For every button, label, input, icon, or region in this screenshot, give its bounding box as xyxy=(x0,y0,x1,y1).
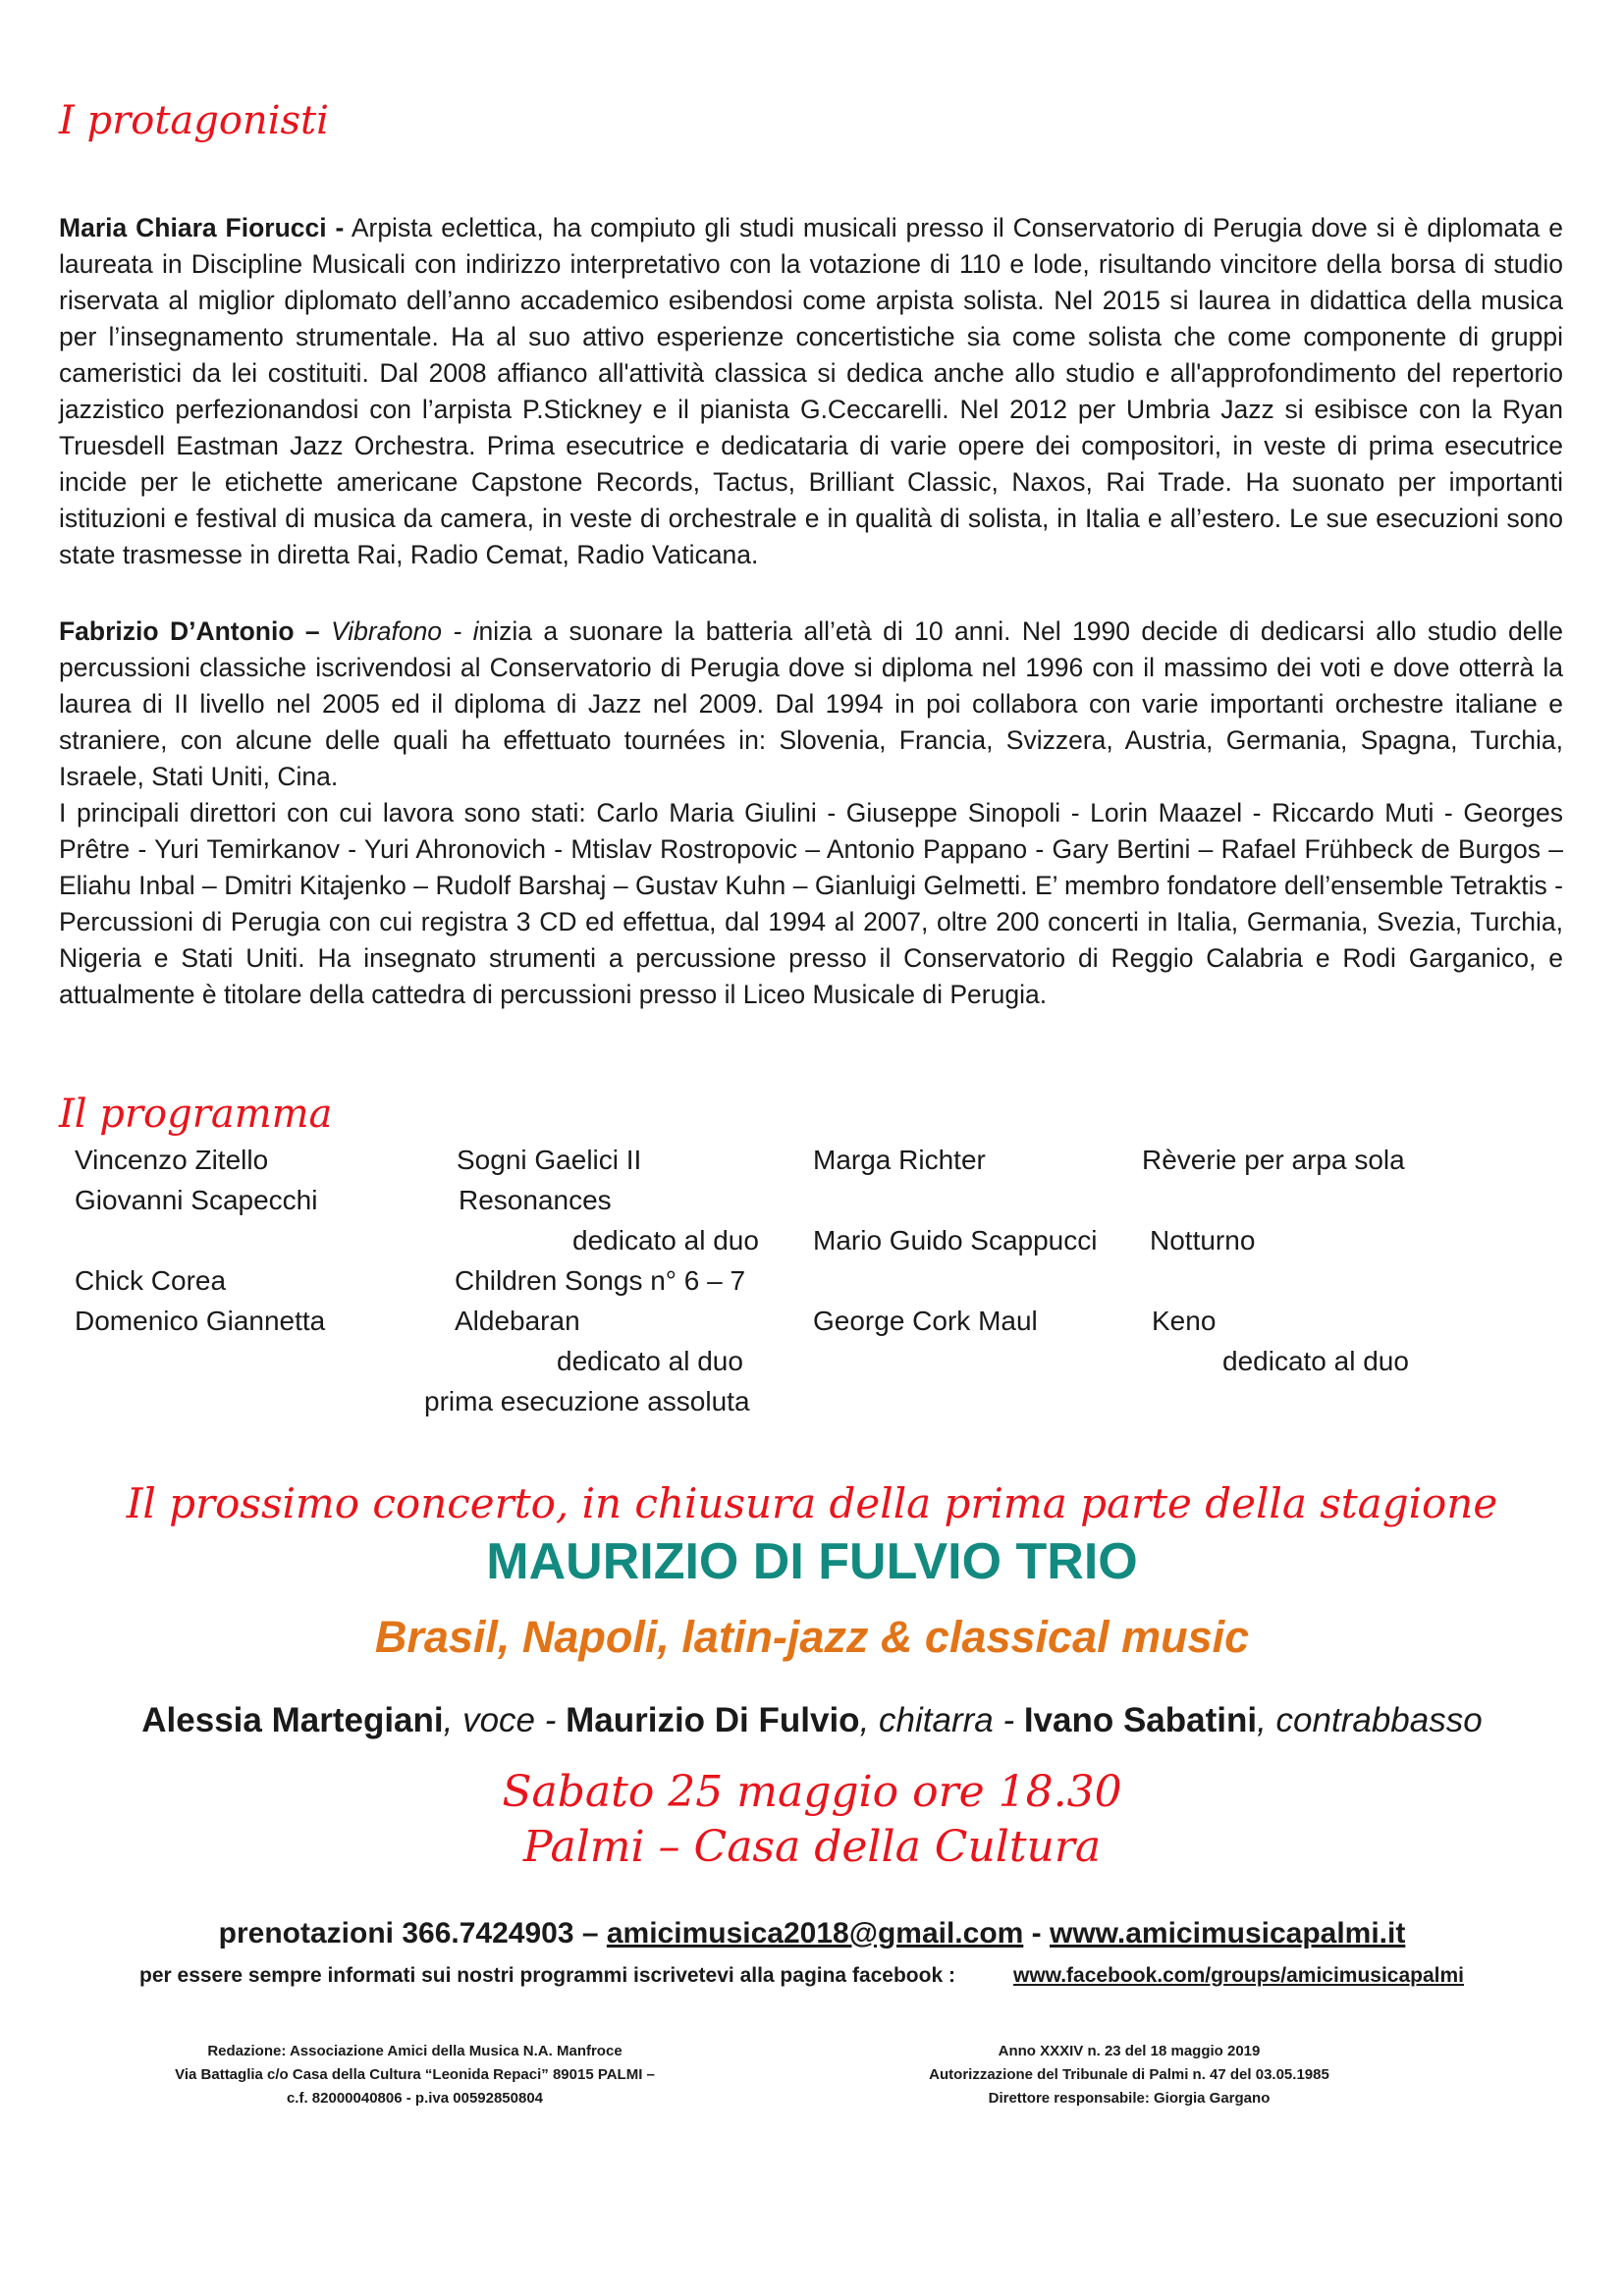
facebook-text: per essere sempre informati sui nostri programmi iscrivetevi alla pagina facebook : xyxy=(139,1964,955,1987)
performer-instrument: , contrabbasso xyxy=(1257,1701,1483,1739)
footer-right xyxy=(844,2040,1414,2110)
next-concert-intro: Il prossimo concerto, in chiusura della prima parte della stagione xyxy=(126,1479,1498,1527)
program-left-note-4b: prima esecuzione assoluta xyxy=(424,1386,750,1416)
bio-name: Fabrizio D’Antonio – xyxy=(59,616,320,646)
footer-left-line-2: Via Battaglia c/o Casa della Cultura “Leonida Repaci” 89015 PALMI – xyxy=(175,2066,655,2083)
footer-right-line-1: Anno XXXIV n. 23 del 18 maggio 2019 xyxy=(998,2043,1261,2059)
bio-dantonio-continued xyxy=(59,795,1563,1013)
performer-name: Alessia Martegiani xyxy=(141,1701,444,1739)
program-right-composer-3: George Cork Maul xyxy=(813,1306,1038,1336)
footer-right-line-2: Autorizzazione del Tribunale di Palmi n. 47 del 03.05.1985 xyxy=(929,2066,1329,2083)
program-left-composer-3: Chick Corea xyxy=(75,1265,227,1296)
website-link[interactable]: www.amicimusicapalmi.it xyxy=(1050,1917,1406,1949)
program-right-work-2: Notturno xyxy=(1150,1225,1256,1255)
bio-text: Arpista eclettica, ha compiuto gli studi musicali presso il Conservatorio di Perugia dove si è diplomata e laureata in Discipline Musicali con indirizzo interpretativo con la votazione di 110 e lode, risultando vincitore della borsa di studio riservata al miglior diplomato dell’anno accademico esibendosi come arpista solista. Nel 2015 si laurea in didattica della musica per l’insegnamento strumentale. Ha al suo attivo esperienze concertistiche sia come solista che come componente di gruppi cameristici da lei costituiti. Dal 2008 affianco all'attività classica si dedica anche allo studio e all'approfondimento del repertorio jazzistico perfezionandosi con l’arpista P.Stickney e il pianista G.Ceccarelli. Nel 2012 per Umbria Jazz si esibisce con la Ryan Truesdell Eastman Jazz Orchestra. Prima esecutrice e dedicataria di varie opere dei compositori, in veste di prima esecutrice incide per le etichette americane Capstone Records, Tactus, Brilliant Classic, Naxos, Rai Trade. Ha suonato per importanti istituzioni e festival di musica da camera, in veste di orchestrale e in qualità di solista, in Italia e all’estero. Le sue esecuzioni sono state trasmesse in diretta Rai, Radio Cemat, Radio Vaticana. xyxy=(59,213,1563,569)
next-concert-subtitle: Brasil, Napoli, latin-jazz & classical music xyxy=(374,1612,1250,1662)
bio-text: I principali direttori con cui lavora sono stati: Carlo Maria Giulini - Giuseppe Sinopoli - Lorin Maazel - Riccardo Muti - Georges Prêtre - Yuri Temirkanov - Yuri Ahronovich - Mtislav Rostropovic – Antonio Pappano - Gary Bertini – Rafael Frühbeck de Burgos – Eliahu Inbal – Dmitri Kitajenko – Rudolf Barshaj – Gustav Kuhn – Gianluigi Gelmetti. E’ membro fondatore dell’ensemble Tetraktis - Percussioni di Perugia con cui registra 3 CD ed effettua, dal 1994 al 2007, oltre 200 concerti in Italia, Germania, Svezia, Turchia, Nigeria e Stati Uniti. Ha insegnato strumenti a percussione presso il Conservatorio di Reggio Calabria e Rodi Garganico, e attualmente è titolare della cattedra di percussioni presso il Liceo Musicale di Perugia. xyxy=(59,798,1563,1009)
program-left-work-2: Resonances xyxy=(459,1185,612,1215)
bio-dantonio xyxy=(59,614,1563,795)
performer-name: Ivano Sabatini xyxy=(1023,1701,1258,1739)
performer-instrument: , voce - xyxy=(443,1701,567,1739)
program-left-note-2: dedicato al duo xyxy=(572,1225,759,1255)
program-right-note-3: dedicato al duo xyxy=(1222,1346,1409,1376)
footer-left-line-1: Redazione: Associazione Amici della Musica N.A. Manfroce xyxy=(207,2043,623,2059)
program-right-work-3: Keno xyxy=(1152,1306,1217,1336)
next-concert-date: Sabato 25 maggio ore 18.30 xyxy=(502,1767,1122,1817)
bio-name: Maria Chiara Fiorucci - xyxy=(59,213,345,242)
bio-fiorucci xyxy=(59,210,1563,573)
footer-left xyxy=(98,2040,731,2110)
program-left-work-4: Aldebaran xyxy=(455,1306,580,1336)
program-title: Il programma xyxy=(59,1092,333,1137)
facebook-link[interactable]: www.facebook.com/groups/amicimusicapalmi xyxy=(1013,1964,1465,1987)
separator: - xyxy=(1023,1917,1050,1949)
next-concert-title: MAURIZIO DI FULVIO TRIO xyxy=(486,1533,1138,1590)
program-left-work-1: Sogni Gaelici II xyxy=(457,1145,642,1175)
booking-phone: prenotazioni 366.7424903 – xyxy=(218,1917,607,1949)
bio-text: nizia a suonare la batteria all’età di 10 anni. Nel 1990 decide di dedicarsi allo studio delle percussioni classiche iscrivendosi al Conservatorio di Perugia dove si diploma nel 1996 con il massimo dei voti e dove otterrà la laurea di II livello nel 2005 ed il diploma di Jazz nel 2009. Dal 1994 in poi collabora con varie importanti orchestre italiane e straniere, con alcune delle quali ha effettuato tournées in: Slovenia, Francia, Svizzera, Austria, Germania, Spagna, Turchia, Israele, Stati Uniti, Cina. xyxy=(59,616,1563,791)
footer-right-line-3: Direttore responsabile: Giorgia Gargano xyxy=(988,2090,1271,2107)
bio-role: Vibrafono - i xyxy=(331,616,479,646)
program-right-composer-2: Mario Guido Scappucci xyxy=(813,1225,1098,1255)
program-left-note-4: dedicato al duo xyxy=(557,1346,743,1376)
program-right-work-1: Rèverie per arpa sola xyxy=(1142,1145,1405,1175)
next-concert-place: Palmi – Casa della Cultura xyxy=(522,1822,1102,1872)
booking-line xyxy=(0,1914,1624,1953)
program-right-composer-1: Marga Richter xyxy=(813,1145,986,1175)
program-left-work-3: Children Songs n° 6 – 7 xyxy=(455,1265,746,1296)
program-left-composer-4: Domenico Giannetta xyxy=(75,1306,326,1336)
protagonists-title: I protagonisti xyxy=(59,98,329,143)
footer-left-line-3: c.f. 82000040806 - p.iva 00592850804 xyxy=(286,2090,544,2107)
performer-instrument: , chitarra - xyxy=(859,1701,1024,1739)
next-concert-lineup xyxy=(0,1698,1624,1743)
program-left-composer-1: Vincenzo Zitello xyxy=(75,1145,269,1175)
program-left-composer-2: Giovanni Scapecchi xyxy=(75,1185,318,1215)
email-link[interactable]: amicimusica2018@gmail.com xyxy=(606,1917,1024,1949)
performer-name: Maurizio Di Fulvio xyxy=(566,1701,860,1739)
